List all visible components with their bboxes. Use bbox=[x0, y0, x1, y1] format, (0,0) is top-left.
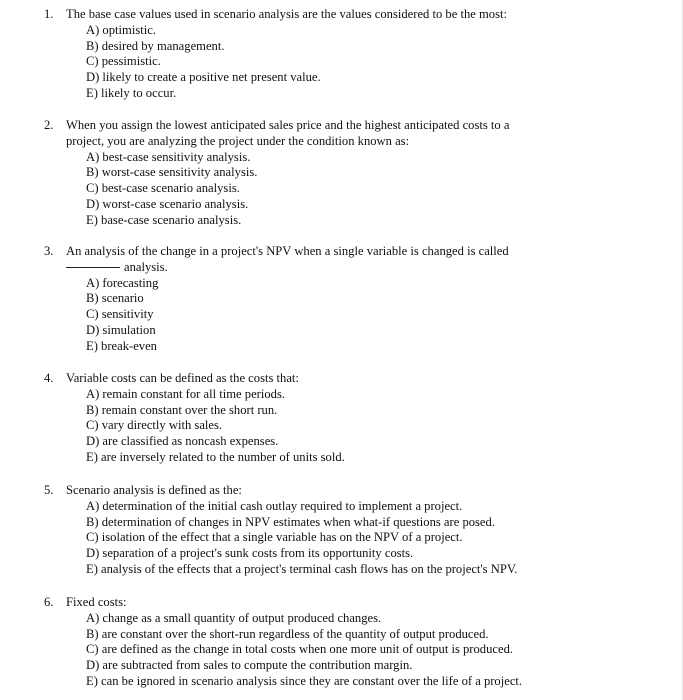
question-3-stem bbox=[0, 244, 683, 260]
question-2 bbox=[0, 118, 683, 229]
answer-option-c: C) are defined as the change in total costs when one more unit of output is produced. bbox=[86, 642, 514, 657]
question-1-stem bbox=[0, 7, 683, 23]
question-number: 2. bbox=[44, 118, 54, 132]
question-2-stem bbox=[0, 118, 683, 134]
question-4 bbox=[0, 371, 683, 466]
question-text: Variable costs can be defined as the costs that: bbox=[66, 371, 299, 385]
answer-option-d: D) worst-case scenario analysis. bbox=[86, 196, 249, 211]
answer-option-e: E) can be ignored in scenario analysis since they are constant over the life of a project. bbox=[86, 673, 523, 688]
question-5 bbox=[0, 483, 683, 578]
answer-option-d: D) likely to create a positive net present value. bbox=[86, 70, 321, 85]
answer-option-a: A) forecasting bbox=[86, 275, 159, 290]
answer-option-c: C) vary directly with sales. bbox=[86, 418, 223, 433]
answer-option-d: D) are subtracted from sales to compute the contribution margin. bbox=[86, 658, 413, 673]
question-text: Scenario analysis is defined as the: bbox=[66, 483, 242, 497]
answer-option-c: C) isolation of the effect that a single variable has on the NPV of a project. bbox=[86, 530, 463, 545]
question-text: Fixed costs: bbox=[66, 595, 127, 609]
question-3 bbox=[0, 244, 683, 355]
answer-option-c: C) best-case scenario analysis. bbox=[86, 181, 240, 196]
answer-options bbox=[0, 611, 683, 690]
question-text-suffix: analysis. bbox=[124, 259, 168, 274]
answer-option-a: A) remain constant for all time periods. bbox=[86, 386, 285, 401]
answer-options bbox=[0, 23, 683, 102]
question-6-stem bbox=[0, 595, 683, 611]
question-6 bbox=[0, 595, 683, 690]
question-number: 1. bbox=[44, 7, 54, 21]
answer-option-a: A) change as a small quantity of output produced changes. bbox=[86, 610, 382, 625]
question-number: 4. bbox=[44, 371, 54, 385]
question-text-line-1: An analysis of the change in a project's NPV when a single variable is changed is called bbox=[66, 244, 509, 258]
answer-option-b: B) scenario bbox=[86, 291, 144, 306]
question-1 bbox=[0, 7, 683, 102]
answer-options bbox=[0, 499, 683, 578]
answer-option-a: A) best-case sensitivity analysis. bbox=[86, 149, 251, 164]
answer-option-b: B) desired by management. bbox=[86, 38, 225, 53]
answer-option-d: D) are classified as noncash expenses. bbox=[86, 434, 279, 449]
answer-options bbox=[0, 387, 683, 466]
question-text-line-2: project, you are analyzing the project under the condition known as: bbox=[66, 133, 410, 148]
answer-option-e: E) base-case scenario analysis. bbox=[86, 212, 242, 227]
answer-option-d: D) simulation bbox=[86, 322, 156, 337]
question-number: 6. bbox=[44, 595, 54, 609]
answer-option-b: B) remain constant over the short run. bbox=[86, 402, 278, 417]
answer-option-b: B) worst-case sensitivity analysis. bbox=[86, 165, 258, 180]
answer-option-c: C) sensitivity bbox=[86, 307, 154, 322]
answer-option-d: D) separation of a project's sunk costs from its opportunity costs. bbox=[86, 546, 414, 561]
answer-options bbox=[0, 276, 683, 355]
question-number: 3. bbox=[44, 244, 54, 258]
question-number: 5. bbox=[44, 483, 54, 497]
question-text-line-2 bbox=[0, 260, 683, 276]
question-text: The base case values used in scenario analysis are the values considered to be the most: bbox=[66, 7, 507, 21]
question-4-stem bbox=[0, 371, 683, 387]
fill-in-blank bbox=[66, 267, 120, 268]
answer-option-b: B) are constant over the short-run regardless of the quantity of output produced. bbox=[86, 626, 489, 641]
answer-option-a: A) determination of the initial cash outlay required to implement a project. bbox=[86, 498, 463, 513]
answer-option-a: A) optimistic. bbox=[86, 22, 156, 37]
answer-option-b: B) determination of changes in NPV estimates when what-if questions are posed. bbox=[86, 514, 495, 529]
answer-option-e: E) likely to occur. bbox=[86, 85, 177, 100]
question-5-stem bbox=[0, 483, 683, 499]
answer-options bbox=[0, 150, 683, 229]
answer-option-e: E) analysis of the effects that a project's terminal cash flows has on the project's NPV. bbox=[86, 561, 518, 576]
answer-option-e: E) are inversely related to the number of units sold. bbox=[86, 449, 345, 464]
answer-option-c: C) pessimistic. bbox=[86, 54, 161, 69]
question-text-line-1: When you assign the lowest anticipated sales price and the highest anticipated costs to a bbox=[66, 118, 510, 132]
answer-option-e: E) break-even bbox=[86, 338, 157, 353]
